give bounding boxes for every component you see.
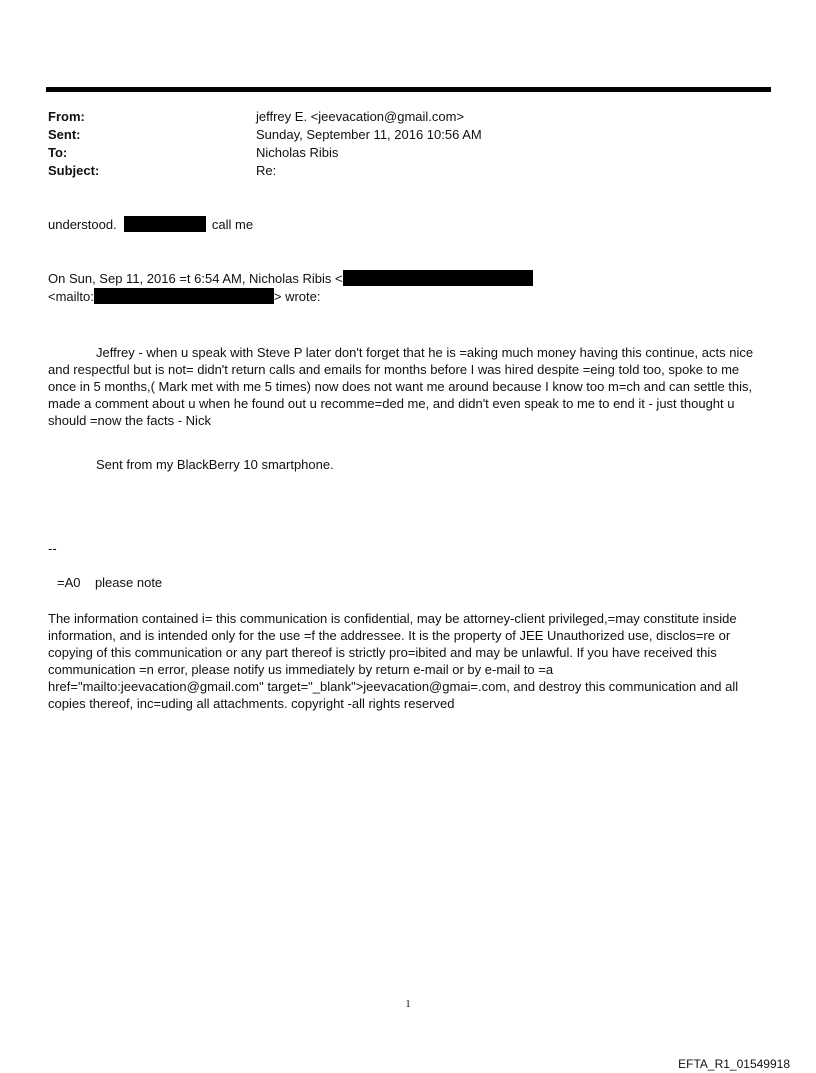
reply-text-before: understood. <box>48 217 117 232</box>
mailto-start: <mailto: <box>48 289 94 304</box>
redaction-box <box>124 216 206 232</box>
note-line: =A0 please note <box>57 575 163 590</box>
redaction-box <box>343 270 533 286</box>
quote-intro-line-2 <box>48 288 321 305</box>
quote-intro-line-1 <box>48 270 533 287</box>
redaction-box <box>94 288 274 304</box>
from-value: jeffrey E. <jeevacation@gmail.com> <box>256 109 465 124</box>
reply-line <box>48 216 253 233</box>
to-value: Nicholas Ribis <box>256 145 339 160</box>
confidentiality-disclaimer: The information contained i= this communication is confidential, may be attorney-client privileged,=may constitute inside information, and is intended only for the use =f the addressee. It is the property of JEE Unauthorized use, disclos=re or copying of this communication or any part thereof is strictly pro=ibited and may be unlawful. If you have received this communication =n error, please notify us immediately by return e-mail or by e-mail to =a href="mailto:jeevacation@gmail.com" target="_blank">jeevacation@gmai=.com, and destroy this communication and all copies thereof, inc=uding all attachments. copyright -all rights reserved <box>48 611 739 711</box>
subject-label: Subject: <box>48 163 100 178</box>
sent-label: Sent: <box>48 127 81 142</box>
bates-number: EFTA_R1_01549918 <box>678 1057 790 1071</box>
from-label: From: <box>48 109 85 124</box>
subject-value: Re: <box>256 163 277 178</box>
signature-line: Sent from my BlackBerry 10 smartphone. <box>96 457 334 472</box>
sent-value: Sunday, September 11, 2016 10:56 AM <box>256 127 482 142</box>
separator: -- <box>48 541 57 556</box>
quoted-message-body: Jeffrey - when u speak with Steve P later don't forget that he is =aking much money having this continue, acts nice and respectful but is not= didn't return calls and emails for months before I was hired despite =eing told too, spoke to me once in 5 months,( Mark met with me 5 times) now does not want me around because I know too m=ch and can settle this, made a comment about u when he found out u recomme=ded me, and didn't even speak to me to end it - just thought u should =now the facts - Nick <box>48 345 754 428</box>
quote-intro-text: On Sun, Sep 11, 2016 =t 6:54 AM, Nicholas Ribis < <box>48 271 343 286</box>
to-label: To: <box>48 145 68 160</box>
reply-text-after: call me <box>211 217 254 232</box>
mailto-end: > wrote: <box>273 289 321 304</box>
page-number: 1 <box>405 998 411 1010</box>
header-rule <box>46 87 771 92</box>
